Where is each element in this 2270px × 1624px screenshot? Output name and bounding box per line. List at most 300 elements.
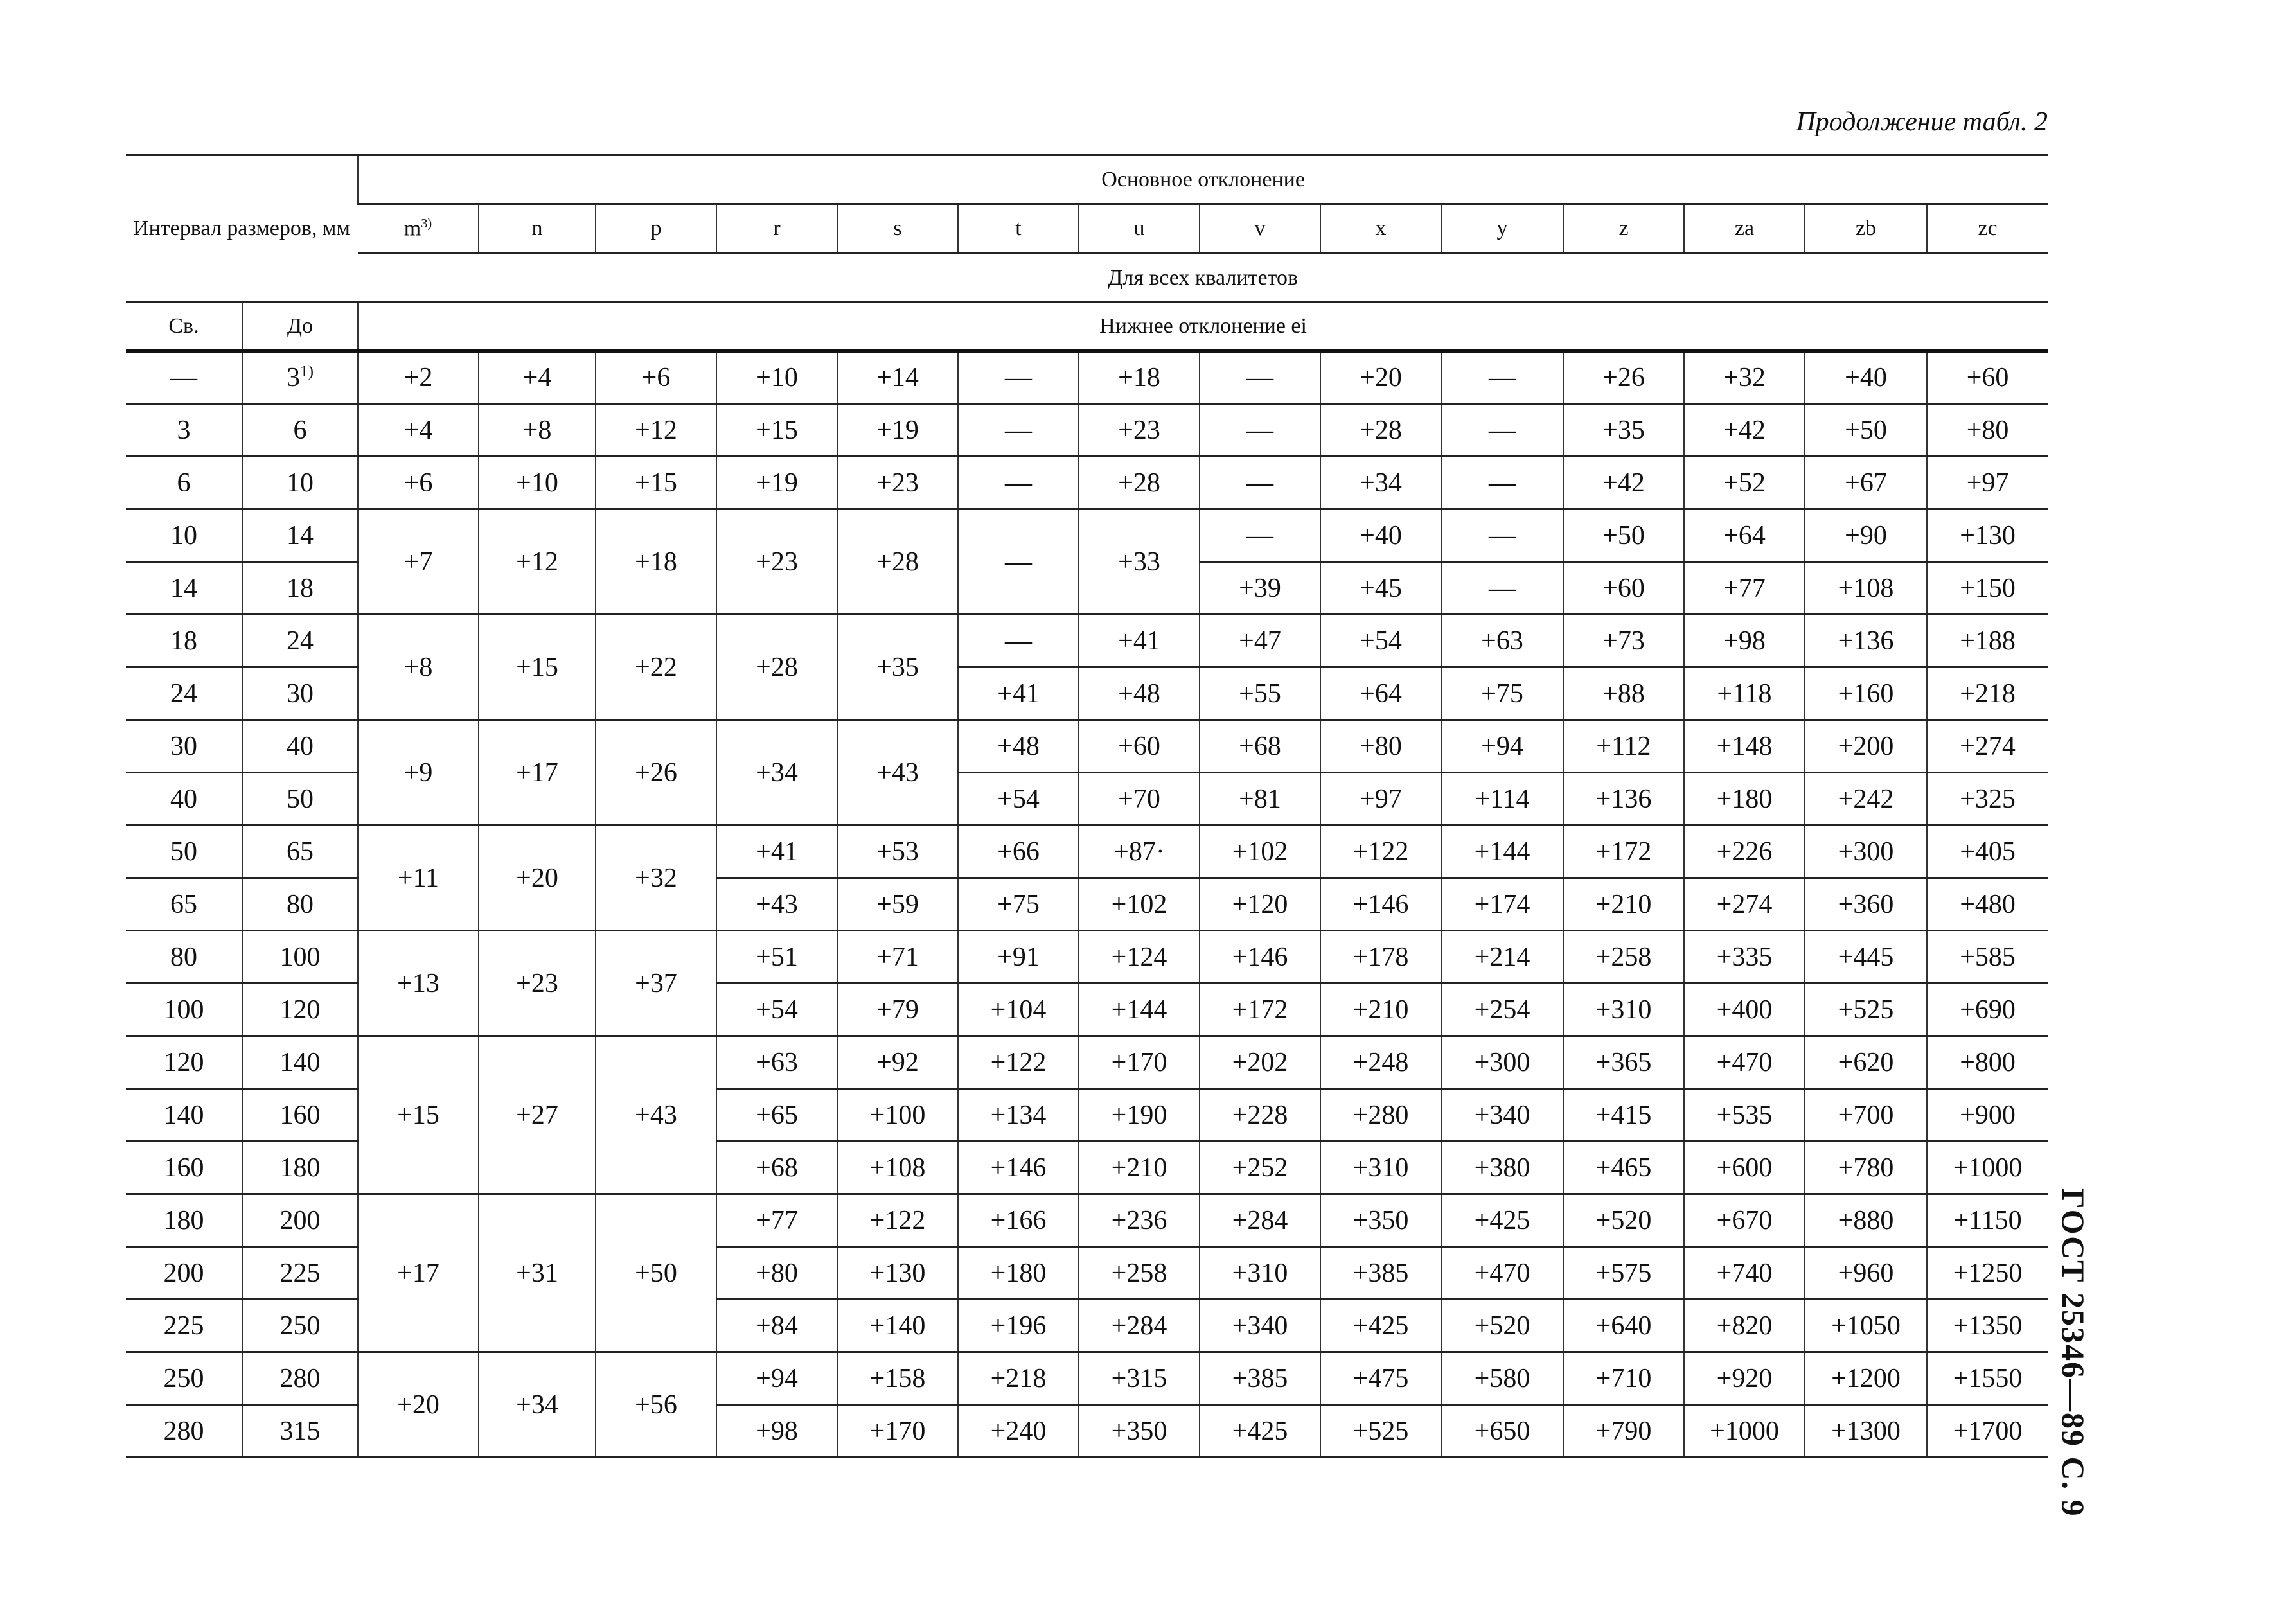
s-cell: +53: [837, 825, 958, 878]
n-cell: +23: [479, 931, 596, 1036]
u-cell: +124: [1079, 931, 1200, 984]
zb-cell: +1300: [1805, 1405, 1927, 1458]
t-cell: +134: [958, 1089, 1079, 1142]
zb-cell: +200: [1805, 720, 1927, 773]
za-cell: +52: [1684, 457, 1805, 509]
r-cell: +15: [716, 404, 837, 457]
s-cell: +23: [837, 457, 958, 509]
table-row: [126, 1194, 2048, 1247]
t-cell: —: [958, 404, 1079, 457]
from-cell: 160: [126, 1142, 242, 1194]
from-cell: 18: [126, 615, 242, 667]
to-cell: 120: [242, 984, 358, 1036]
v-cell: +47: [1200, 615, 1320, 667]
table-row: [126, 509, 2048, 562]
s-cell: +158: [837, 1352, 958, 1405]
table-body: [126, 351, 2048, 1458]
v-cell: +228: [1200, 1089, 1320, 1142]
za-cell: +335: [1684, 931, 1805, 984]
footnote-ref: 3): [421, 216, 432, 231]
v-cell: —: [1200, 509, 1320, 562]
from-cell: 14: [126, 562, 242, 615]
from-cell: 80: [126, 931, 242, 984]
t-cell: +41: [958, 667, 1079, 720]
x-cell: +350: [1320, 1194, 1441, 1247]
n-cell: +12: [479, 509, 596, 615]
v-cell: +68: [1200, 720, 1320, 773]
v-cell: +252: [1200, 1142, 1320, 1194]
document-side-label: ГОСТ 25346—89 С. 9: [2055, 1188, 2091, 1517]
table-row: [126, 1036, 2048, 1089]
from-cell: 50: [126, 825, 242, 878]
v-cell: +172: [1200, 984, 1320, 1036]
u-cell: +236: [1079, 1194, 1200, 1247]
to-cell: 250: [242, 1300, 358, 1352]
table-row: [126, 720, 2048, 773]
n-cell: +10: [479, 457, 596, 509]
lower-deviation-header: Нижнее отклонение ei: [358, 303, 2048, 351]
z-cell: +465: [1563, 1142, 1684, 1194]
from-cell: 6: [126, 457, 242, 509]
all-grades-header: Для всех квалитетов: [358, 254, 2048, 303]
zc-cell: +188: [1927, 615, 2048, 667]
zc-cell: +900: [1927, 1089, 2048, 1142]
to-cell: 225: [242, 1247, 358, 1300]
zc-cell: +218: [1927, 667, 2048, 720]
zb-cell: +67: [1805, 457, 1927, 509]
p-cell: +32: [596, 825, 716, 931]
y-cell: —: [1441, 457, 1563, 509]
z-cell: +365: [1563, 1036, 1684, 1089]
s-cell: +140: [837, 1300, 958, 1352]
r-cell: +10: [716, 351, 837, 404]
za-cell: +42: [1684, 404, 1805, 457]
u-cell: +210: [1079, 1142, 1200, 1194]
z-cell: +26: [1563, 351, 1684, 404]
x-cell: +97: [1320, 773, 1441, 825]
to-cell: 65: [242, 825, 358, 878]
z-cell: +310: [1563, 984, 1684, 1036]
t-cell: —: [958, 457, 1079, 509]
m-cell: +9: [358, 720, 479, 825]
from-cell: 180: [126, 1194, 242, 1247]
v-cell: +310: [1200, 1247, 1320, 1300]
z-cell: +790: [1563, 1405, 1684, 1458]
z-cell: +172: [1563, 825, 1684, 878]
from-cell: 40: [126, 773, 242, 825]
t-cell: +91: [958, 931, 1079, 984]
u-cell: +70: [1079, 773, 1200, 825]
s-cell: +59: [837, 878, 958, 931]
p-cell: +6: [596, 351, 716, 404]
r-cell: +94: [716, 1352, 837, 1405]
main-deviation-header: Основное отклонение: [358, 155, 2048, 204]
u-cell: +284: [1079, 1300, 1200, 1352]
to-value: 3: [287, 363, 300, 393]
v-cell: +102: [1200, 825, 1320, 878]
v-cell: —: [1200, 404, 1320, 457]
x-cell: +210: [1320, 984, 1441, 1036]
n-cell: +27: [479, 1036, 596, 1194]
r-cell: +51: [716, 931, 837, 984]
t-cell: —: [958, 509, 1079, 615]
zc-cell: +405: [1927, 825, 2048, 878]
zb-cell: +620: [1805, 1036, 1927, 1089]
from-cell: 3: [126, 404, 242, 457]
z-cell: +258: [1563, 931, 1684, 984]
za-cell: +470: [1684, 1036, 1805, 1089]
z-cell: +73: [1563, 615, 1684, 667]
zc-cell: +480: [1927, 878, 2048, 931]
zb-cell: +90: [1805, 509, 1927, 562]
to-cell: 30: [242, 667, 358, 720]
m-cell: +17: [358, 1194, 479, 1352]
from-cell: 200: [126, 1247, 242, 1300]
y-cell: —: [1441, 351, 1563, 404]
zb-cell: +300: [1805, 825, 1927, 878]
col-header-x: x: [1320, 204, 1441, 254]
z-cell: +60: [1563, 562, 1684, 615]
y-cell: +254: [1441, 984, 1563, 1036]
p-cell: +22: [596, 615, 716, 720]
r-cell: +34: [716, 720, 837, 825]
m-cell: +2: [358, 351, 479, 404]
y-cell: +114: [1441, 773, 1563, 825]
za-cell: +32: [1684, 351, 1805, 404]
v-cell: +81: [1200, 773, 1320, 825]
u-cell: +350: [1079, 1405, 1200, 1458]
s-cell: +19: [837, 404, 958, 457]
za-cell: +400: [1684, 984, 1805, 1036]
z-cell: +42: [1563, 457, 1684, 509]
y-cell: +425: [1441, 1194, 1563, 1247]
to-cell: [242, 351, 358, 404]
s-cell: +14: [837, 351, 958, 404]
s-cell: +108: [837, 1142, 958, 1194]
to-cell: 14: [242, 509, 358, 562]
y-cell: —: [1441, 509, 1563, 562]
zb-cell: +700: [1805, 1089, 1927, 1142]
from-header: Св.: [126, 303, 242, 351]
col-header-zb: zb: [1805, 204, 1927, 254]
z-cell: +35: [1563, 404, 1684, 457]
v-cell: +340: [1200, 1300, 1320, 1352]
col-header-p: p: [596, 204, 716, 254]
footnote-ref: 1): [300, 363, 314, 381]
v-cell: —: [1200, 351, 1320, 404]
col-letter-m: m: [403, 216, 421, 241]
u-cell: +258: [1079, 1247, 1200, 1300]
table-header: [126, 155, 2048, 351]
to-cell: 315: [242, 1405, 358, 1458]
zc-cell: +1700: [1927, 1405, 2048, 1458]
s-cell: +28: [837, 509, 958, 615]
from-cell: 140: [126, 1089, 242, 1142]
za-cell: +148: [1684, 720, 1805, 773]
x-cell: +45: [1320, 562, 1441, 615]
deviation-table: [126, 154, 2048, 1458]
y-cell: +174: [1441, 878, 1563, 931]
from-cell: 120: [126, 1036, 242, 1089]
zc-cell: +1150: [1927, 1194, 2048, 1247]
u-cell: +23: [1079, 404, 1200, 457]
p-cell: +12: [596, 404, 716, 457]
t-cell: +48: [958, 720, 1079, 773]
z-cell: +136: [1563, 773, 1684, 825]
za-cell: +98: [1684, 615, 1805, 667]
t-cell: +54: [958, 773, 1079, 825]
za-cell: +535: [1684, 1089, 1805, 1142]
to-cell: 80: [242, 878, 358, 931]
from-cell: —: [126, 351, 242, 404]
table-row: [126, 615, 2048, 667]
zc-cell: +1550: [1927, 1352, 2048, 1405]
to-cell: 280: [242, 1352, 358, 1405]
to-header: До: [242, 303, 358, 351]
zc-cell: +80: [1927, 404, 2048, 457]
s-cell: +79: [837, 984, 958, 1036]
y-cell: +470: [1441, 1247, 1563, 1300]
p-cell: +43: [596, 1036, 716, 1194]
y-cell: —: [1441, 404, 1563, 457]
n-cell: +17: [479, 720, 596, 825]
u-cell: +28: [1079, 457, 1200, 509]
u-cell: +170: [1079, 1036, 1200, 1089]
x-cell: +385: [1320, 1247, 1441, 1300]
v-cell: +120: [1200, 878, 1320, 931]
t-cell: +180: [958, 1247, 1079, 1300]
from-cell: 225: [126, 1300, 242, 1352]
t-cell: +66: [958, 825, 1079, 878]
v-cell: +55: [1200, 667, 1320, 720]
col-header-v: v: [1200, 204, 1320, 254]
zb-cell: +136: [1805, 615, 1927, 667]
r-cell: +23: [716, 509, 837, 615]
s-cell: +130: [837, 1247, 958, 1300]
from-cell: 280: [126, 1405, 242, 1458]
zb-cell: +445: [1805, 931, 1927, 984]
za-cell: +740: [1684, 1247, 1805, 1300]
r-cell: +98: [716, 1405, 837, 1458]
y-cell: +300: [1441, 1036, 1563, 1089]
to-cell: 6: [242, 404, 358, 457]
z-cell: +575: [1563, 1247, 1684, 1300]
m-cell: +6: [358, 457, 479, 509]
v-cell: +202: [1200, 1036, 1320, 1089]
zc-cell: +1250: [1927, 1247, 2048, 1300]
n-cell: +15: [479, 615, 596, 720]
r-cell: +41: [716, 825, 837, 878]
m-cell: +4: [358, 404, 479, 457]
zb-cell: +880: [1805, 1194, 1927, 1247]
table-row: [126, 351, 2048, 404]
to-cell: 160: [242, 1089, 358, 1142]
za-cell: +670: [1684, 1194, 1805, 1247]
col-header-m: [358, 204, 479, 254]
t-cell: +166: [958, 1194, 1079, 1247]
to-cell: 18: [242, 562, 358, 615]
y-cell: —: [1441, 562, 1563, 615]
table-row: [126, 404, 2048, 457]
z-cell: +640: [1563, 1300, 1684, 1352]
za-cell: +1000: [1684, 1405, 1805, 1458]
u-cell: +41: [1079, 615, 1200, 667]
t-cell: +218: [958, 1352, 1079, 1405]
col-header-zc: zc: [1927, 204, 2048, 254]
col-header-y: y: [1441, 204, 1563, 254]
t-cell: +196: [958, 1300, 1079, 1352]
za-cell: +180: [1684, 773, 1805, 825]
zb-cell: +50: [1805, 404, 1927, 457]
za-cell: +226: [1684, 825, 1805, 878]
y-cell: +380: [1441, 1142, 1563, 1194]
r-cell: +19: [716, 457, 837, 509]
v-cell: +284: [1200, 1194, 1320, 1247]
zb-cell: +1050: [1805, 1300, 1927, 1352]
zc-cell: +60: [1927, 351, 2048, 404]
za-cell: +274: [1684, 878, 1805, 931]
from-cell: 65: [126, 878, 242, 931]
x-cell: +525: [1320, 1405, 1441, 1458]
zc-cell: +585: [1927, 931, 2048, 984]
t-cell: +104: [958, 984, 1079, 1036]
r-cell: +80: [716, 1247, 837, 1300]
x-cell: +122: [1320, 825, 1441, 878]
m-cell: +13: [358, 931, 479, 1036]
zb-cell: +780: [1805, 1142, 1927, 1194]
s-cell: +100: [837, 1089, 958, 1142]
m-cell: +11: [358, 825, 479, 931]
u-cell: +190: [1079, 1089, 1200, 1142]
z-cell: +88: [1563, 667, 1684, 720]
u-cell: +87·: [1079, 825, 1200, 878]
interval-header: Интервал размеров, мм: [126, 155, 358, 303]
zb-cell: +1200: [1805, 1352, 1927, 1405]
v-cell: +385: [1200, 1352, 1320, 1405]
x-cell: +20: [1320, 351, 1441, 404]
t-cell: +122: [958, 1036, 1079, 1089]
from-cell: 24: [126, 667, 242, 720]
z-cell: +710: [1563, 1352, 1684, 1405]
za-cell: +118: [1684, 667, 1805, 720]
x-cell: +64: [1320, 667, 1441, 720]
table-row: [126, 931, 2048, 984]
r-cell: +77: [716, 1194, 837, 1247]
z-cell: +520: [1563, 1194, 1684, 1247]
zb-cell: +242: [1805, 773, 1927, 825]
to-cell: 200: [242, 1194, 358, 1247]
v-cell: +39: [1200, 562, 1320, 615]
x-cell: +54: [1320, 615, 1441, 667]
table-row: [126, 457, 2048, 509]
r-cell: +54: [716, 984, 837, 1036]
to-cell: 140: [242, 1036, 358, 1089]
za-cell: +77: [1684, 562, 1805, 615]
zb-cell: +360: [1805, 878, 1927, 931]
n-cell: +4: [479, 351, 596, 404]
zb-cell: +960: [1805, 1247, 1927, 1300]
x-cell: +80: [1320, 720, 1441, 773]
y-cell: +580: [1441, 1352, 1563, 1405]
n-cell: +34: [479, 1352, 596, 1458]
table-row: [126, 825, 2048, 878]
v-cell: +425: [1200, 1405, 1320, 1458]
t-cell: —: [958, 615, 1079, 667]
u-cell: +144: [1079, 984, 1200, 1036]
u-cell: +102: [1079, 878, 1200, 931]
zc-cell: +1350: [1927, 1300, 2048, 1352]
to-cell: 24: [242, 615, 358, 667]
p-cell: +18: [596, 509, 716, 615]
zb-cell: +40: [1805, 351, 1927, 404]
r-cell: +65: [716, 1089, 837, 1142]
m-cell: +8: [358, 615, 479, 720]
t-cell: —: [958, 351, 1079, 404]
col-header-za: za: [1684, 204, 1805, 254]
r-cell: +63: [716, 1036, 837, 1089]
col-header-z: z: [1563, 204, 1684, 254]
u-cell: +33: [1079, 509, 1200, 615]
u-cell: +315: [1079, 1352, 1200, 1405]
x-cell: +34: [1320, 457, 1441, 509]
x-cell: +475: [1320, 1352, 1441, 1405]
z-cell: +210: [1563, 878, 1684, 931]
x-cell: +248: [1320, 1036, 1441, 1089]
x-cell: +146: [1320, 878, 1441, 931]
r-cell: +68: [716, 1142, 837, 1194]
zc-cell: +150: [1927, 562, 2048, 615]
y-cell: +214: [1441, 931, 1563, 984]
x-cell: +425: [1320, 1300, 1441, 1352]
p-cell: +26: [596, 720, 716, 825]
zc-cell: +1000: [1927, 1142, 2048, 1194]
x-cell: +178: [1320, 931, 1441, 984]
s-cell: +170: [837, 1405, 958, 1458]
to-cell: 40: [242, 720, 358, 773]
n-cell: +8: [479, 404, 596, 457]
table-row: [126, 1352, 2048, 1405]
col-header-u: u: [1079, 204, 1200, 254]
za-cell: +920: [1684, 1352, 1805, 1405]
za-cell: +820: [1684, 1300, 1805, 1352]
to-cell: 10: [242, 457, 358, 509]
y-cell: +94: [1441, 720, 1563, 773]
zc-cell: +130: [1927, 509, 2048, 562]
to-cell: 100: [242, 931, 358, 984]
s-cell: +43: [837, 720, 958, 825]
s-cell: +71: [837, 931, 958, 984]
p-cell: +37: [596, 931, 716, 1036]
zc-cell: +690: [1927, 984, 2048, 1036]
r-cell: +43: [716, 878, 837, 931]
x-cell: +310: [1320, 1142, 1441, 1194]
x-cell: +280: [1320, 1089, 1441, 1142]
r-cell: +28: [716, 615, 837, 720]
s-cell: +122: [837, 1194, 958, 1247]
y-cell: +144: [1441, 825, 1563, 878]
z-cell: +50: [1563, 509, 1684, 562]
y-cell: +520: [1441, 1300, 1563, 1352]
za-cell: +600: [1684, 1142, 1805, 1194]
v-cell: +146: [1200, 931, 1320, 984]
n-cell: +20: [479, 825, 596, 931]
z-cell: +415: [1563, 1089, 1684, 1142]
to-cell: 50: [242, 773, 358, 825]
t-cell: +146: [958, 1142, 1079, 1194]
col-header-r: r: [716, 204, 837, 254]
from-cell: 30: [126, 720, 242, 773]
col-header-s: s: [837, 204, 958, 254]
